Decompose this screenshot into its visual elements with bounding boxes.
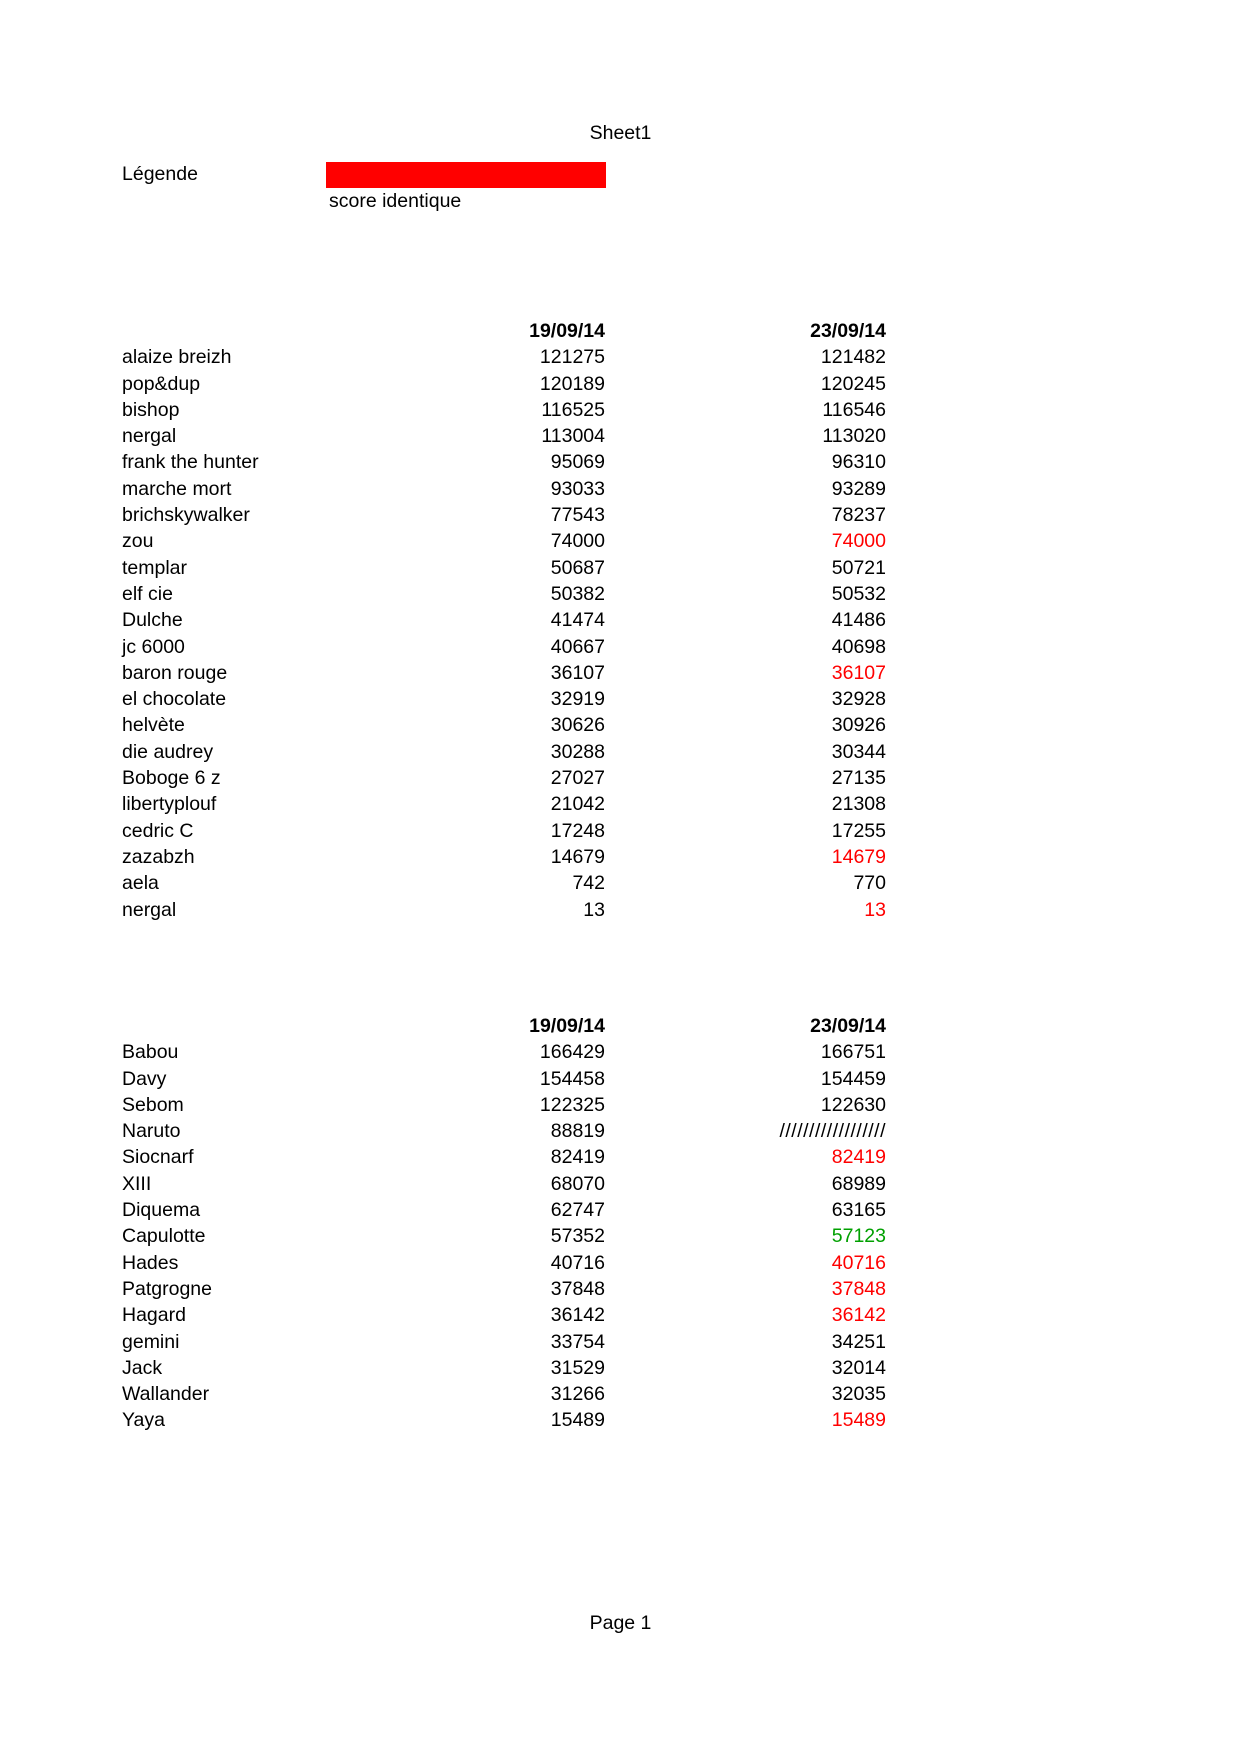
table-row [122,686,886,712]
score-col2: 36107 [831,661,886,684]
table-row [122,1197,886,1223]
score-col1: 32919 [550,688,605,711]
score-col1: 82419 [550,1146,605,1169]
table-row [122,1329,886,1355]
score-col2: 166751 [820,1041,886,1064]
table-row [122,870,886,896]
table-row [122,502,886,528]
player-name: Hagard [122,1304,186,1327]
player-name: die audrey [122,740,214,763]
score-col1: 15489 [550,1409,605,1432]
player-name: nergal [122,425,177,448]
player-name: Boboge 6 z [122,767,221,790]
table-row [122,818,886,844]
score-col2: 68989 [831,1172,886,1195]
score-col2: 120245 [820,372,886,395]
player-name: Sebom [122,1093,184,1116]
score-col2: 40716 [831,1251,886,1274]
player-name: marche mort [122,477,232,500]
score-col2: 30344 [831,740,886,763]
legend-description: score identique [329,190,462,212]
score-col2: 50532 [831,582,886,605]
score-col2: 37848 [831,1277,886,1300]
score-col1: 40716 [550,1251,605,1274]
column-header-date2: 23/09/14 [810,1015,886,1037]
score-col1: 57352 [550,1225,605,1248]
player-name: Siocnarf [122,1146,194,1169]
score-col1: 27027 [550,767,605,790]
table-row [122,1092,886,1118]
table-row [122,555,886,581]
player-name: zou [122,530,154,553]
table-row [122,1250,886,1276]
table-row [122,371,886,397]
score-col1: 36142 [550,1304,605,1327]
score-col1: 742 [572,872,605,895]
player-name: bishop [122,398,180,421]
table-row [122,1302,886,1328]
column-header-date1: 19/09/14 [529,320,605,342]
player-name: templar [122,556,188,579]
player-name: Patgrogne [122,1277,212,1300]
player-name: Wallander [122,1383,210,1406]
player-name: Dulche [122,609,183,632]
score-col2: 96310 [831,451,886,474]
score-col2: 82419 [831,1146,886,1169]
table-header-row [122,318,886,344]
table-row [122,765,886,791]
score-col1: 113004 [541,425,605,448]
player-name: pop&dup [122,372,201,395]
score-col2: 770 [853,872,886,895]
player-name: baron rouge [122,661,228,684]
player-name: zazabzh [122,845,195,868]
table-row [122,897,886,923]
score-col2: 93289 [831,477,886,500]
player-name: Yaya [122,1409,165,1432]
table-row [122,423,886,449]
table-row [122,581,886,607]
score-col2: 21308 [831,793,886,816]
player-name: jc 6000 [122,635,185,658]
score-col2: 63165 [831,1199,886,1222]
score-col2: 30926 [831,714,886,737]
score-col2: 74000 [831,530,886,553]
player-name: brichskywalker [122,504,250,527]
page-footer: Page 1 [589,1612,652,1634]
score-col2: 32014 [831,1356,886,1379]
score-col1: 95069 [550,451,605,474]
table-row [122,1066,886,1092]
score-col2: 121482 [820,346,886,369]
player-name: cedric C [122,819,194,842]
table-row [122,1276,886,1302]
table-row [122,1039,886,1065]
player-name: alaize breizh [122,346,232,369]
table-row [122,528,886,554]
player-name: Naruto [122,1120,181,1143]
score-col1: 30626 [550,714,605,737]
score-col2: 122630 [820,1093,886,1116]
table-row [122,1381,886,1407]
score-col2: 34251 [831,1330,886,1353]
player-name: Hades [122,1251,179,1274]
table-row [122,1355,886,1381]
score-col1: 93033 [550,477,605,500]
score-col2: 113020 [822,425,886,448]
player-name: nergal [122,898,177,921]
score-col2: 17255 [831,819,886,842]
score-col2: 32928 [831,688,886,711]
score-col1: 116525 [541,398,605,421]
table-row [122,397,886,423]
score-col1: 30288 [550,740,605,763]
score-col2: 116546 [822,398,886,421]
score-col1: 166429 [539,1041,605,1064]
score-col1: 17248 [550,819,605,842]
score-col1: 31529 [550,1356,605,1379]
score-col1: 77543 [550,504,605,527]
score-col1: 121275 [539,346,605,369]
player-name: Diquema [122,1199,201,1222]
score-col1: 74000 [550,530,605,553]
table-row [122,607,886,633]
player-name: XIII [122,1172,152,1195]
score-col2: 154459 [820,1067,886,1090]
score-col2: 15489 [831,1409,886,1432]
score-col1: 120189 [539,372,605,395]
score-col1: 50382 [550,582,605,605]
score-col1: 36107 [550,661,605,684]
player-name: frank the hunter [122,451,259,474]
table-row [122,1144,886,1170]
table-row [122,844,886,870]
table-row [122,1118,886,1144]
column-header-date2: 23/09/14 [810,320,886,342]
score-col1: 88819 [550,1120,605,1143]
score-col2: 13 [864,898,886,921]
player-name: aela [122,872,159,895]
score-col2: 41486 [831,609,886,632]
table-row [122,739,886,765]
player-name: el chocolate [122,688,227,711]
score-col2: 57123 [831,1225,886,1248]
player-name: elf cie [122,582,173,605]
score-col2: 32035 [831,1383,886,1406]
table-row [122,344,886,370]
score-col1: 41474 [550,609,605,632]
player-name: Davy [122,1067,167,1090]
player-name: gemini [122,1330,180,1353]
score-col1: 62747 [550,1199,605,1222]
column-header-date1: 19/09/14 [529,1015,605,1037]
score-col1: 31266 [550,1383,605,1406]
score-col2: 50721 [831,556,886,579]
score-col1: 21042 [550,793,605,816]
player-name: Babou [122,1041,179,1064]
player-name: Jack [122,1356,163,1379]
sheet-title: Sheet1 [589,122,652,144]
score-col2: 40698 [831,635,886,658]
table-row [122,476,886,502]
score-col1: 40667 [550,635,605,658]
score-col1: 13 [583,898,605,921]
table-row [122,1223,886,1249]
table-row [122,634,886,660]
score-col2: 14679 [831,845,886,868]
table-row [122,791,886,817]
score-col1: 154458 [539,1067,605,1090]
score-col1: 122325 [539,1093,605,1116]
player-name: libertyplouf [122,793,217,816]
score-col2: 36142 [831,1304,886,1327]
legend-color-swatch [326,162,606,188]
table-row [122,660,886,686]
header-name-spacer [122,318,405,344]
score-col1: 33754 [550,1330,605,1353]
score-col2: 27135 [831,767,886,790]
score-col2: ////////////////// [779,1120,886,1143]
table-row [122,712,886,738]
player-name: helvète [122,714,185,737]
player-name: Capulotte [122,1225,206,1248]
score-table-2 [122,1013,886,1434]
score-col1: 50687 [550,556,605,579]
table-row [122,1407,886,1433]
header-name-spacer [122,1013,405,1039]
table-row [122,449,886,475]
score-col2: 78237 [831,504,886,527]
table-row [122,1171,886,1197]
table-header-row [122,1013,886,1039]
legend-label: Légende [122,163,198,185]
score-col1: 68070 [550,1172,605,1195]
score-table-1 [122,318,886,923]
score-col1: 37848 [550,1277,605,1300]
score-col1: 14679 [550,845,605,868]
